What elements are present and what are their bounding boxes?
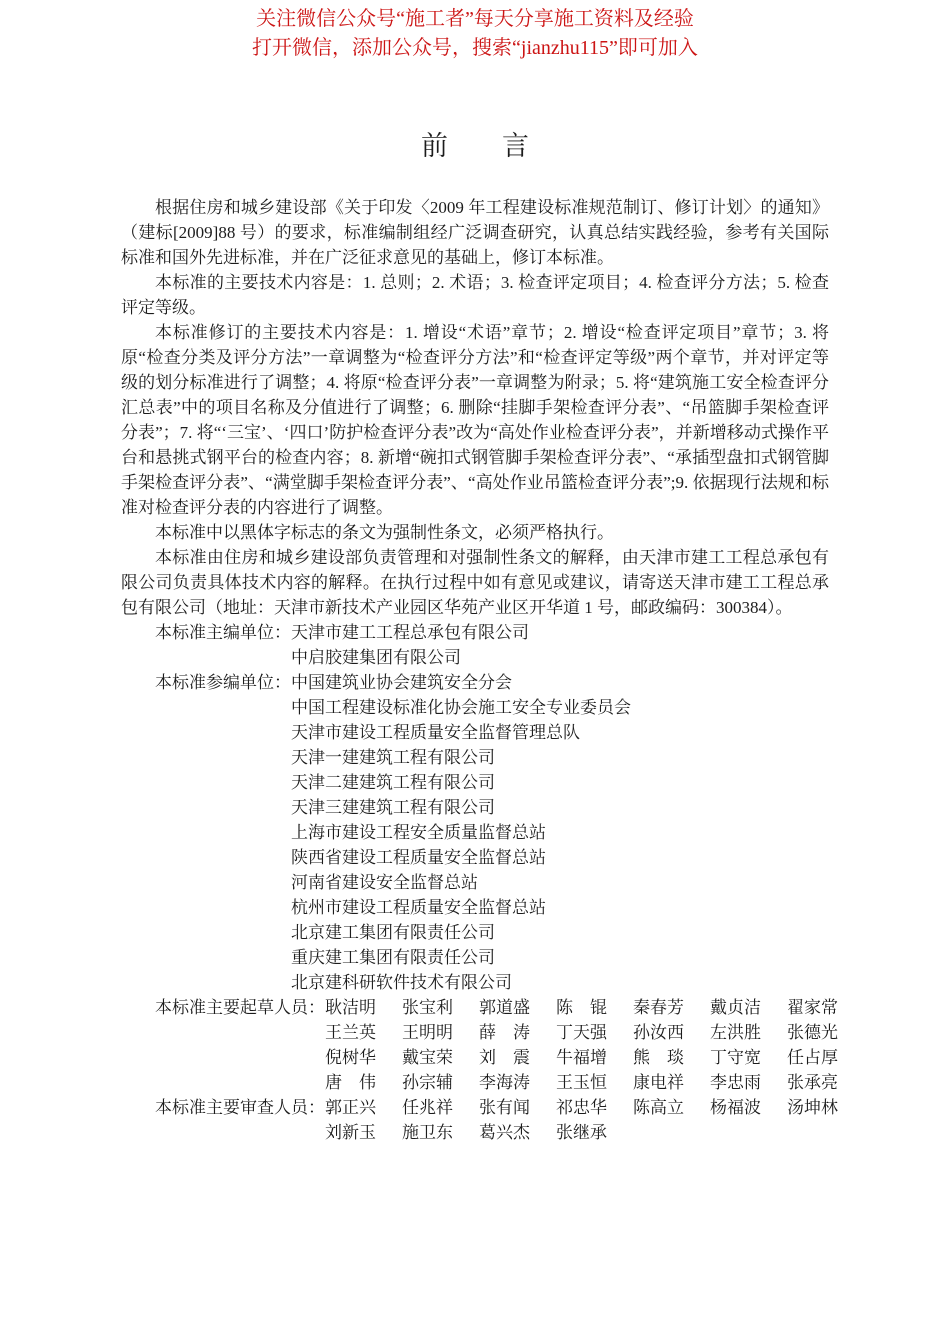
participant-org: 中国工程建设标准化协会施工安全专业委员会 [291,698,631,717]
person-name: 张德光 [787,1023,838,1042]
drafters-row [325,1070,838,1095]
person-name: 李忠雨 [710,1073,761,1092]
person-name: 任兆祥 [402,1098,453,1117]
drafters-row [325,1020,838,1045]
person-name: 刘 震 [479,1048,530,1067]
person-name: 施卫东 [402,1123,453,1142]
participant-org: 中国建筑业协会建筑安全分会 [291,673,512,692]
person-name: 耿洁明 [325,998,376,1017]
person-name: 葛兴杰 [479,1123,530,1142]
reviewers-row [325,1120,838,1145]
person-name: 陈高立 [633,1098,684,1117]
person-name: 郭道盛 [479,998,530,1017]
person-name: 左洪胜 [710,1023,761,1042]
participant-org: 天津一建建筑工程有限公司 [291,748,495,767]
reviewers-label: 本标准主要审查人员： [155,1098,325,1117]
person-name: 王兰英 [325,1023,376,1042]
paragraph-revision-contents: 本标准修订的主要技术内容是：1. 增设“术语”章节；2. 增设“检查评定项目”章节；3. 将原“检查分类及评分方法”一章调整为“检查评分方法”和“检查评定等级”两个章节，并对评定等级的划分标准进行了调整；4. 将原“检查评分表”一章调整为附录；5. 将“建筑施工安全检查评分汇总表”中的项目名称及分值进行了调整；6. 删除“挂脚手架检查评分表”、“吊篮脚手架检查评分表”；7. 将“‘三宝’、‘四口’防护检查评分表”改为“高处作业检查评分表”，并新增移动式操作平台和悬挑式钢平台的检查内容；8. 新增“碗扣式钢管脚手架检查评分表”、“承插型盘扣式钢管脚手架检查评分表”、“满堂脚手架检查评分表”、“高处作业吊篮检查评分表”;9. 依据现行法规和标准对检查评分表的内容进行了调整。 [121,323,829,517]
person-name: 李海涛 [479,1073,530,1092]
person-name: 王明明 [402,1023,453,1042]
person-name: 王玉恒 [556,1073,607,1092]
drafters-row [325,1045,838,1070]
reviewers-row [325,1095,838,1120]
person-name: 张有闻 [479,1098,530,1117]
participant-org: 天津市建设工程质量安全监督管理总队 [291,723,580,742]
chief-editor-org: 天津市建工工程总承包有限公司 [291,623,529,642]
participant-label: 本标准参编单位： [155,673,291,692]
paragraph-mandatory-clauses: 本标准中以黑体字标志的条文为强制性条文，必须严格执行。 [155,523,614,542]
person-name: 汤坤林 [787,1098,838,1117]
person-name: 孙汝西 [633,1023,684,1042]
participant-org: 杭州市建设工程质量安全监督总站 [291,898,546,917]
chief-editor-label: 本标准主编单位： [155,623,291,642]
participant-org: 陕西省建设工程质量安全监督总站 [291,848,546,867]
chief-editor-org: 中启胶建集团有限公司 [291,648,461,667]
person-name: 康电祥 [633,1073,684,1092]
person-name: 张宝利 [402,998,453,1017]
participant-org: 河南省建设安全监督总站 [291,873,478,892]
person-name: 孙宗辅 [402,1073,453,1092]
participant-org: 上海市建设工程安全质量监督总站 [291,823,546,842]
person-name: 祁忠华 [556,1098,607,1117]
paragraph-main-contents: 本标准的主要技术内容是：1. 总则；2. 术语；3. 检查评定项目；4. 检查评分方法；5. 检查评定等级。 [121,273,829,317]
person-name: 杨福波 [710,1098,761,1117]
person-name: 刘新玉 [325,1123,376,1142]
chief-editor-section [121,620,829,670]
person-name: 薛 涛 [479,1023,530,1042]
person-name: 牛福增 [556,1048,607,1067]
participant-section [121,670,829,995]
person-name: 丁守宽 [710,1048,761,1067]
person-name: 丁天强 [556,1023,607,1042]
person-name: 任占厚 [787,1048,838,1067]
participant-org: 重庆建工集团有限责任公司 [291,948,495,967]
paragraph-basis: 根据住房和城乡建设部《关于印发〈2009 年工程建设标准规范制订、修订计划〉的通知》（建标[2009]88 号）的要求，标准编制组经广泛调查研究，认真总结实践经验，参考有关国际标准和国外先进标准，并在广泛征求意见的基础上，修订本标准。 [121,198,829,267]
page-title: 前 言 [421,131,529,161]
promo-banner [0,0,950,63]
participant-org: 天津二建建筑工程有限公司 [291,773,495,792]
person-name: 张继承 [556,1123,607,1142]
paragraph-administration: 本标准由住房和城乡建设部负责管理和对强制性条文的解释，由天津市建工工程总承包有限公司负责具体技术内容的解释。在执行过程中如有意见或建议，请寄送天津市建工工程总承包有限公司（地址：天津市新技术产业园区华苑产业区开华道 1 号，邮政编码：300384）。 [121,548,829,617]
person-name: 翟家常 [787,998,838,1017]
participant-org: 北京建科研软件技术有限公司 [291,973,512,992]
person-name: 陈 锟 [556,998,607,1017]
person-name: 唐 伟 [325,1073,376,1092]
promo-line-1: 关注微信公众号“施工者”每天分享施工资料及经验 [256,8,694,30]
drafters-section [121,995,838,1095]
participant-org: 天津三建建筑工程有限公司 [291,798,495,817]
person-name: 郭正兴 [325,1098,376,1117]
promo-line-2: 打开微信，添加公众号，搜索“jianzhu115”即可加入 [252,37,698,59]
drafters-label: 本标准主要起草人员： [155,998,325,1017]
person-name: 熊 琰 [633,1048,684,1067]
reviewers-section [121,1095,838,1145]
participant-org: 北京建工集团有限责任公司 [291,923,495,942]
person-name: 秦春芳 [633,998,684,1017]
document-body [121,195,838,1145]
person-name: 戴贞洁 [710,998,761,1017]
person-name: 倪树华 [325,1048,376,1067]
person-name: 戴宝荣 [402,1048,453,1067]
drafters-row [325,995,838,1020]
person-name: 张承亮 [787,1073,838,1092]
